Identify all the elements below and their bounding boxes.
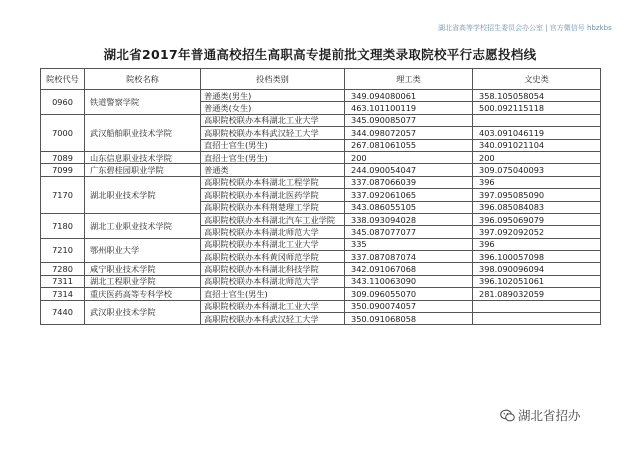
category-cell: 高职院校联办本科湖北工业大学: [201, 238, 345, 250]
category-cell: 高职院校联办本科武汉轻工大学: [201, 127, 345, 139]
school-code-cell: 0960: [41, 90, 85, 115]
header-note: 湖北省高等学校招生委员会办公室 | 官方微信号 hbzkbs: [438, 24, 612, 32]
science-score-cell: 350.091068058: [345, 313, 473, 325]
category-cell: 普通类(女生): [201, 102, 345, 114]
science-score-cell: 244.090054047: [345, 164, 473, 176]
category-cell: 直招士官生(男生): [201, 139, 345, 151]
school-name-cell: 重庆医药高等专科学校: [85, 288, 201, 300]
school-name-cell: 武汉船舶职业技术学院: [85, 114, 201, 151]
school-name-cell: 咸宁职业技术学院: [85, 263, 201, 275]
school-code-cell: 7314: [41, 288, 85, 300]
science-score-cell: 337.087066039: [345, 176, 473, 188]
science-score-cell: 345.087077077: [345, 226, 473, 238]
table-row: [41, 151, 601, 163]
school-code-cell: 7180: [41, 213, 85, 238]
school-name-cell: 铁道警察学院: [85, 90, 201, 115]
category-cell: 高职院校联办本科湖北师范大学: [201, 275, 345, 287]
category-cell: 高职院校联办本科武汉轻工大学: [201, 313, 345, 325]
school-code-cell: 7000: [41, 114, 85, 151]
table-row: [41, 288, 601, 300]
table-header-row: [41, 69, 601, 90]
arts-score-cell: 500.092115118: [473, 102, 601, 114]
school-name-cell: 湖北工程职业学院: [85, 275, 201, 287]
table-row: [41, 263, 601, 275]
col-header-arts: 文史类: [473, 69, 601, 90]
arts-score-cell: 309.075040093: [473, 164, 601, 176]
arts-score-cell: 397.092092052: [473, 226, 601, 238]
category-cell: 直招士官生(男生): [201, 151, 345, 163]
arts-score-cell: 281.089032059: [473, 288, 601, 300]
watermark: [500, 406, 581, 424]
arts-score-cell: [473, 300, 601, 312]
category-cell: 高职院校联办本科湖北汽车工业学院: [201, 213, 345, 225]
school-name-cell: 广东碧桂园职业学院: [85, 164, 201, 176]
school-name-cell: 鄂州职业大学: [85, 238, 201, 263]
science-score-cell: 338.093094028: [345, 213, 473, 225]
science-score-cell: 267.081061055: [345, 139, 473, 151]
col-header-category: 投档类别: [201, 69, 345, 90]
science-score-cell: 344.098072057: [345, 127, 473, 139]
table-body: [41, 90, 601, 325]
science-score-cell: 337.092061065: [345, 189, 473, 201]
science-score-cell: 343.086055105: [345, 201, 473, 213]
table-row: [41, 300, 601, 312]
col-header-code: 院校代号: [41, 69, 85, 90]
science-score-cell: 200: [345, 151, 473, 163]
table-row: [41, 114, 601, 126]
science-score-cell: 309.096055070: [345, 288, 473, 300]
arts-score-cell: 396: [473, 238, 601, 250]
science-score-cell: 342.091067068: [345, 263, 473, 275]
col-header-science: 理工类: [345, 69, 473, 90]
table-row: [41, 275, 601, 287]
science-score-cell: 349.094080061: [345, 90, 473, 102]
category-cell: 高职院校联办本科湖北师范大学: [201, 226, 345, 238]
school-code-cell: 7280: [41, 263, 85, 275]
category-cell: 高职院校联办本科湖北工业大学: [201, 300, 345, 312]
category-cell: 高职院校联办本科湖北工业大学: [201, 114, 345, 126]
category-cell: 高职院校联办本科湖北医药学院: [201, 189, 345, 201]
science-score-cell: 343.110063090: [345, 275, 473, 287]
arts-score-cell: 396: [473, 176, 601, 188]
school-name-cell: 武汉职业技术学院: [85, 300, 201, 325]
science-score-cell: 335: [345, 238, 473, 250]
arts-score-cell: 403.091046119: [473, 127, 601, 139]
category-cell: 高职院校联办本科荆楚理工学院: [201, 201, 345, 213]
arts-score-cell: 396.095069079: [473, 213, 601, 225]
table-row: [41, 213, 601, 225]
table-row: [41, 164, 601, 176]
category-cell: 高职院校联办本科湖北科技学院: [201, 263, 345, 275]
admission-table: [40, 68, 601, 325]
table-row: [41, 90, 601, 102]
science-score-cell: 345.090085077: [345, 114, 473, 126]
science-score-cell: 350.090074057: [345, 300, 473, 312]
category-cell: 普通类(男生): [201, 90, 345, 102]
arts-score-cell: [473, 114, 601, 126]
school-name-cell: 湖北工业职业技术学院: [85, 213, 201, 238]
school-code-cell: 7311: [41, 275, 85, 287]
arts-score-cell: [473, 313, 601, 325]
category-cell: 直招士官生(男生): [201, 288, 345, 300]
arts-score-cell: 396.100057098: [473, 251, 601, 263]
science-score-cell: 463.101100119: [345, 102, 473, 114]
arts-score-cell: 396.102051061: [473, 275, 601, 287]
watermark-text: 湖北省招办: [518, 408, 581, 423]
school-code-cell: 7210: [41, 238, 85, 263]
table-row: [41, 176, 601, 188]
col-header-name: 院校名称: [85, 69, 201, 90]
arts-score-cell: 200: [473, 151, 601, 163]
arts-score-cell: 340.091021104: [473, 139, 601, 151]
school-code-cell: 7170: [41, 176, 85, 213]
arts-score-cell: 396.085084083: [473, 201, 601, 213]
category-cell: 高职院校联办本科黄冈师范学院: [201, 251, 345, 263]
school-name-cell: 湖北职业技术学院: [85, 176, 201, 213]
school-name-cell: 山东信息职业技术学院: [85, 151, 201, 163]
wechat-icon: [500, 409, 515, 422]
page-title: 湖北省2017年普通高校招生高职高专提前批文理类录取院校平行志愿投档线: [103, 47, 537, 62]
category-cell: 普通类: [201, 164, 345, 176]
table-row: [41, 238, 601, 250]
arts-score-cell: 358.105058054: [473, 90, 601, 102]
school-code-cell: 7099: [41, 164, 85, 176]
school-code-cell: 7089: [41, 151, 85, 163]
science-score-cell: 337.087087074: [345, 251, 473, 263]
arts-score-cell: 397.095085090: [473, 189, 601, 201]
category-cell: 高职院校联办本科湖北工程学院: [201, 176, 345, 188]
school-code-cell: 7440: [41, 300, 85, 325]
arts-score-cell: 398.090096094: [473, 263, 601, 275]
